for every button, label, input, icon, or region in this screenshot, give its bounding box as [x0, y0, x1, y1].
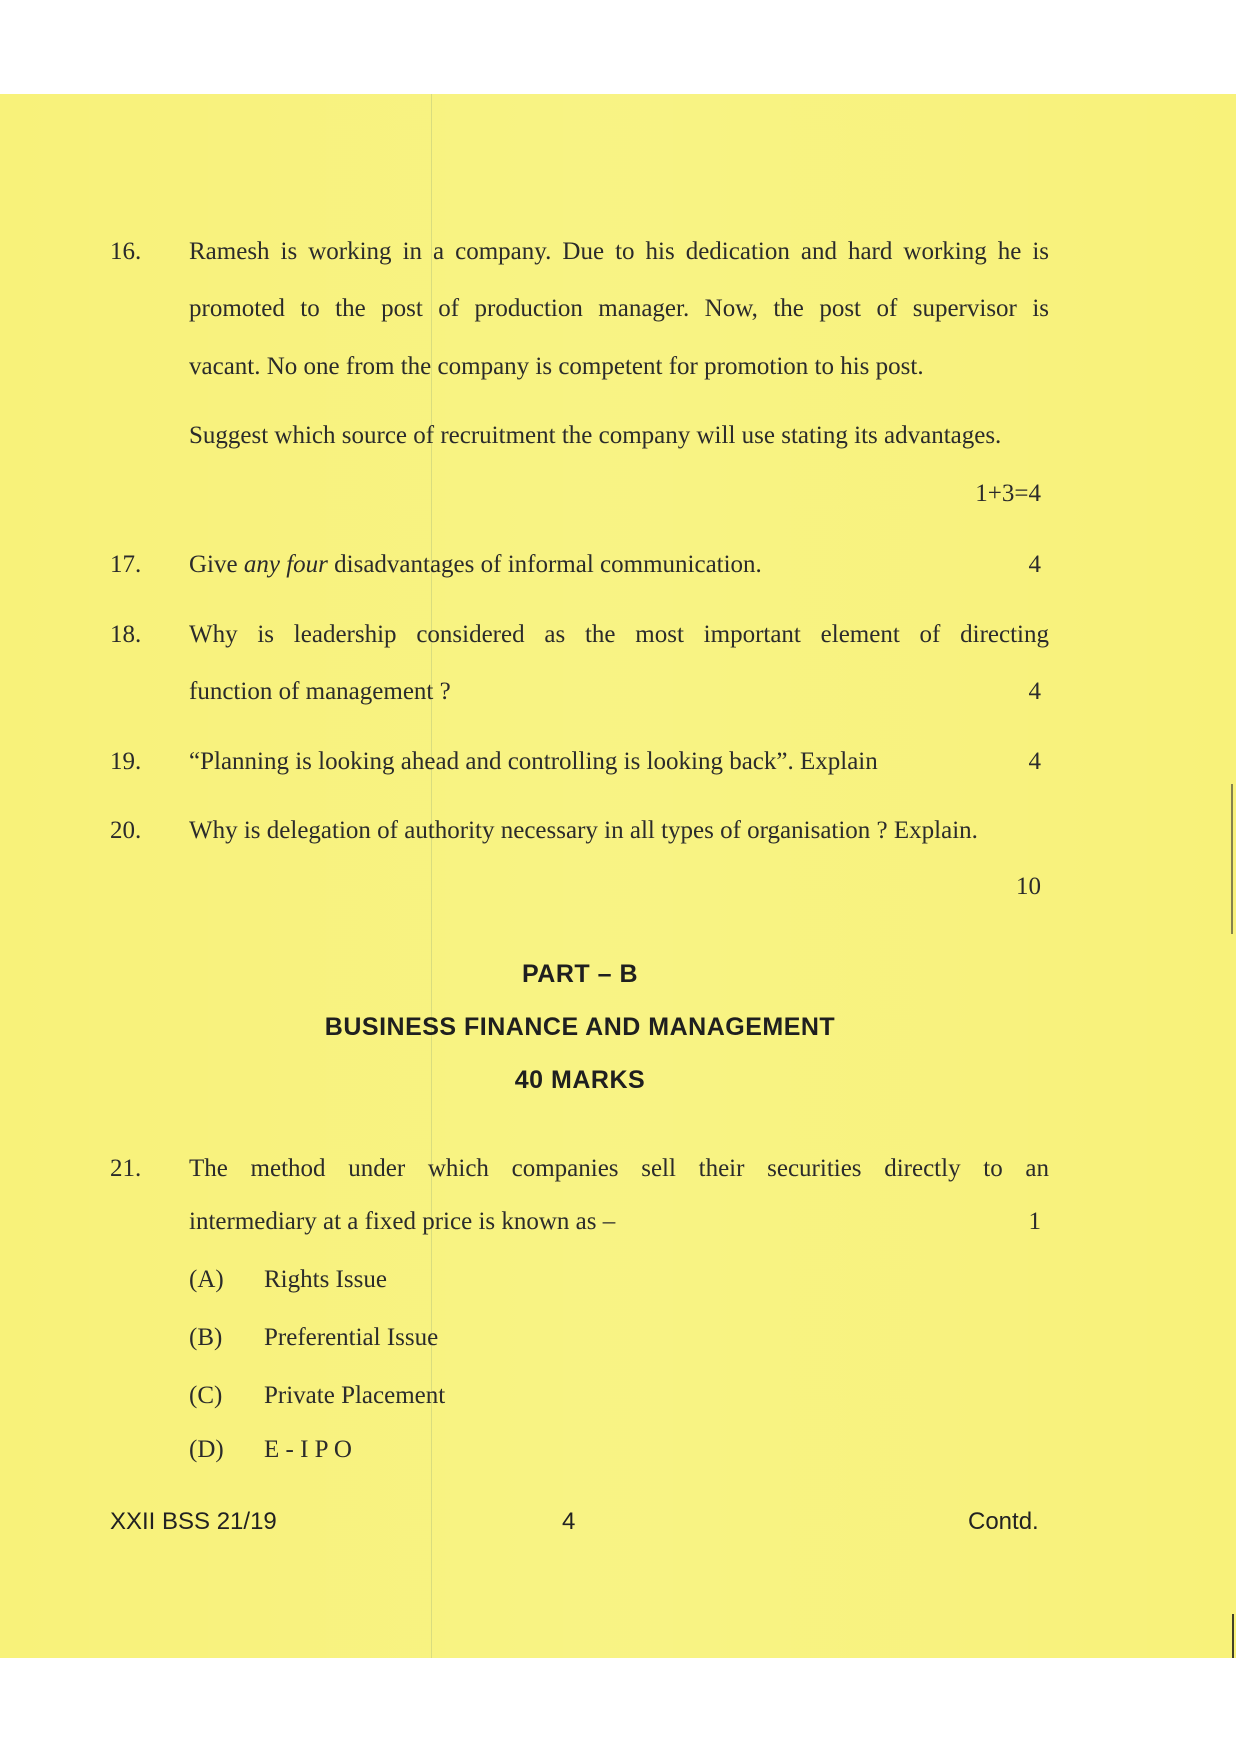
- question-marks: 4: [1028, 551, 1041, 578]
- question-marks: 4: [1028, 748, 1041, 775]
- question-marks: 10: [1016, 873, 1041, 900]
- paper-fold-line: [431, 94, 432, 1658]
- paper-code: XXII BSS 21/19: [110, 1508, 277, 1535]
- option-text-d: E - I P O: [264, 1436, 352, 1463]
- question-line: Ramesh is working in a company. Due to his dedication and hard working he is: [189, 238, 1049, 265]
- question-line: intermediary at a fixed price is known as –: [189, 1208, 616, 1235]
- question-number: 17.: [110, 551, 142, 578]
- option-label-a: (A): [189, 1266, 224, 1293]
- page-number: 4: [562, 1508, 576, 1535]
- contd-label: Contd.: [968, 1508, 1039, 1535]
- part-subtitle: BUSINESS FINANCE AND MANAGEMENT: [324, 1013, 836, 1041]
- question-line: Why is leadership considered as the most important element of directing: [189, 621, 1049, 648]
- question-line: Suggest which source of recruitment the company will use stating its advantages.: [189, 422, 1002, 449]
- question-number: 16.: [110, 238, 142, 265]
- exam-page: [0, 94, 1236, 1658]
- question-line: The method under which companies sell their securities directly to an: [189, 1155, 1049, 1182]
- option-label-b: (B): [189, 1324, 223, 1351]
- question-number: 18.: [110, 621, 142, 648]
- question-marks: 4: [1028, 678, 1041, 705]
- option-text-b: Preferential Issue: [264, 1324, 439, 1351]
- question-number: 20.: [110, 817, 142, 844]
- option-label-d: (D): [189, 1436, 224, 1463]
- question-marks: 1: [1028, 1208, 1041, 1235]
- question-number: 21.: [110, 1155, 142, 1182]
- question-line: function of management ?: [189, 678, 451, 705]
- emphasis-text: any four: [243, 551, 328, 578]
- option-text-a: Rights Issue: [264, 1266, 387, 1293]
- question-line: “Planning is looking ahead and controlling is looking back”. Explain: [189, 748, 878, 775]
- part-title: PART – B: [521, 960, 639, 988]
- question-number: 19.: [110, 748, 142, 775]
- question-marks: 1+3=4: [975, 480, 1041, 507]
- question-line: vacant. No one from the company is competent for promotion to his post.: [189, 353, 924, 380]
- scan-edge-mark-bottom: [1232, 1614, 1234, 1658]
- question-line: promoted to the post of production manager. Now, the post of supervisor is: [189, 295, 1049, 322]
- question-line: Why is delegation of authority necessary in all types of organisation ? Explain.: [189, 817, 978, 844]
- scan-edge-mark: [1231, 784, 1233, 934]
- question-line: Give any four disadvantages of informal communication.: [189, 551, 762, 578]
- option-label-c: (C): [189, 1382, 223, 1409]
- option-text-c: Private Placement: [264, 1382, 446, 1409]
- part-marks: 40 MARKS: [514, 1066, 646, 1094]
